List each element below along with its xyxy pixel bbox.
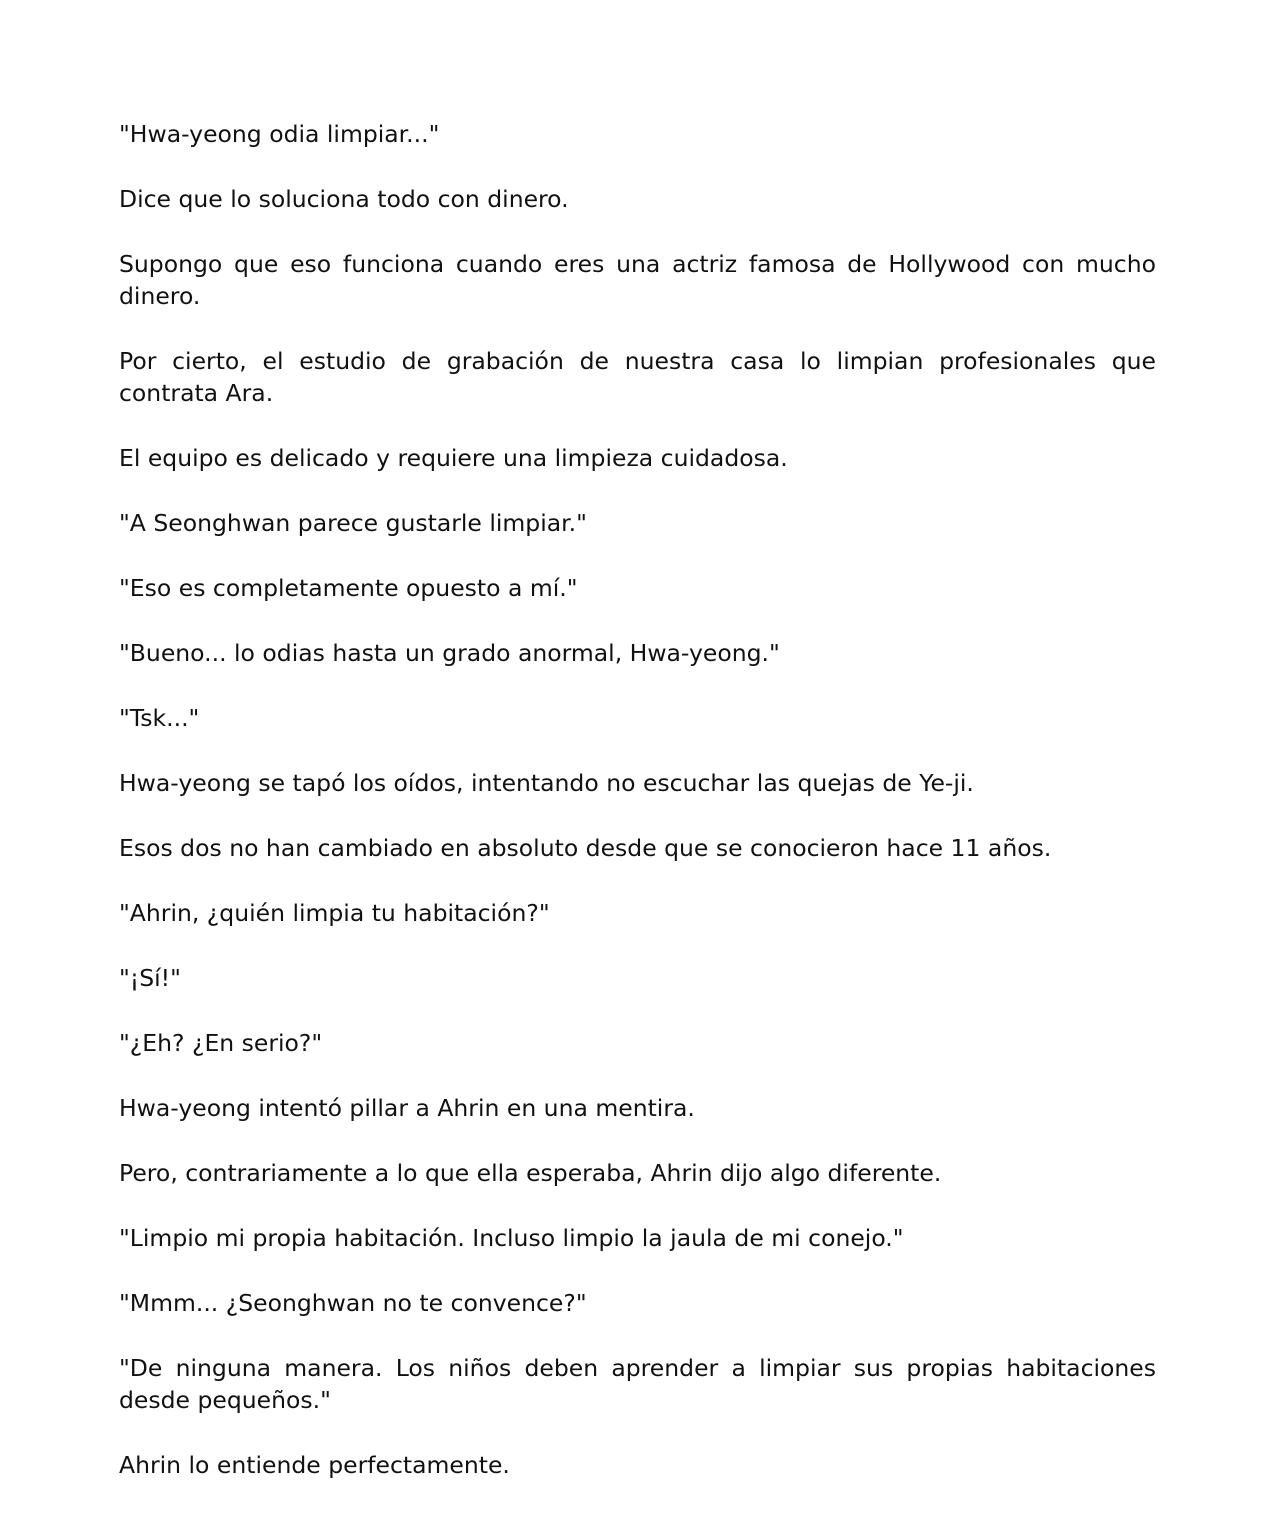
paragraph-17: "Limpio mi propia habitación. Incluso limpio la jaula de mi conejo."	[119, 1224, 904, 1252]
paragraph-15: Hwa-yeong intentó pillar a Ahrin en una mentira.	[119, 1094, 695, 1122]
paragraph-13: "¡Sí!"	[119, 964, 181, 992]
paragraph-14: "¿Eh? ¿En serio?"	[119, 1029, 323, 1057]
paragraph-19: "De ninguna manera. Los niños deben aprender a limpiar sus propias habitaciones desde pequeños."	[119, 1354, 1156, 1414]
paragraph-5: El equipo es delicado y requiere una limpieza cuidadosa.	[119, 444, 788, 472]
paragraph-2: Dice que lo soluciona todo con dinero.	[119, 185, 569, 213]
paragraph-9: "Tsk..."	[119, 704, 200, 732]
paragraph-1: "Hwa-yeong odia limpiar..."	[119, 120, 440, 148]
paragraph-20: Ahrin lo entiende perfectamente.	[119, 1451, 510, 1479]
paragraph-6: "A Seonghwan parece gustarle limpiar."	[119, 509, 587, 537]
paragraph-8: "Bueno... lo odias hasta un grado anormal, Hwa-yeong."	[119, 639, 780, 667]
paragraph-18: "Mmm... ¿Seonghwan no te convence?"	[119, 1289, 587, 1317]
paragraph-12: "Ahrin, ¿quién limpia tu habitación?"	[119, 899, 550, 927]
paragraph-7: "Eso es completamente opuesto a mí."	[119, 574, 578, 602]
paragraph-11: Esos dos no han cambiado en absoluto desde que se conocieron hace 11 años.	[119, 834, 1052, 862]
paragraph-16: Pero, contrariamente a lo que ella esperaba, Ahrin dijo algo diferente.	[119, 1159, 942, 1187]
document-body	[119, 118, 1156, 1514]
paragraph-3: Supongo que eso funciona cuando eres una actriz famosa de Hollywood con mucho dinero.	[119, 250, 1156, 310]
paragraph-10: Hwa-yeong se tapó los oídos, intentando no escuchar las quejas de Ye-ji.	[119, 769, 974, 797]
paragraph-4: Por cierto, el estudio de grabación de nuestra casa lo limpian profesionales que contrata Ara.	[119, 347, 1156, 407]
